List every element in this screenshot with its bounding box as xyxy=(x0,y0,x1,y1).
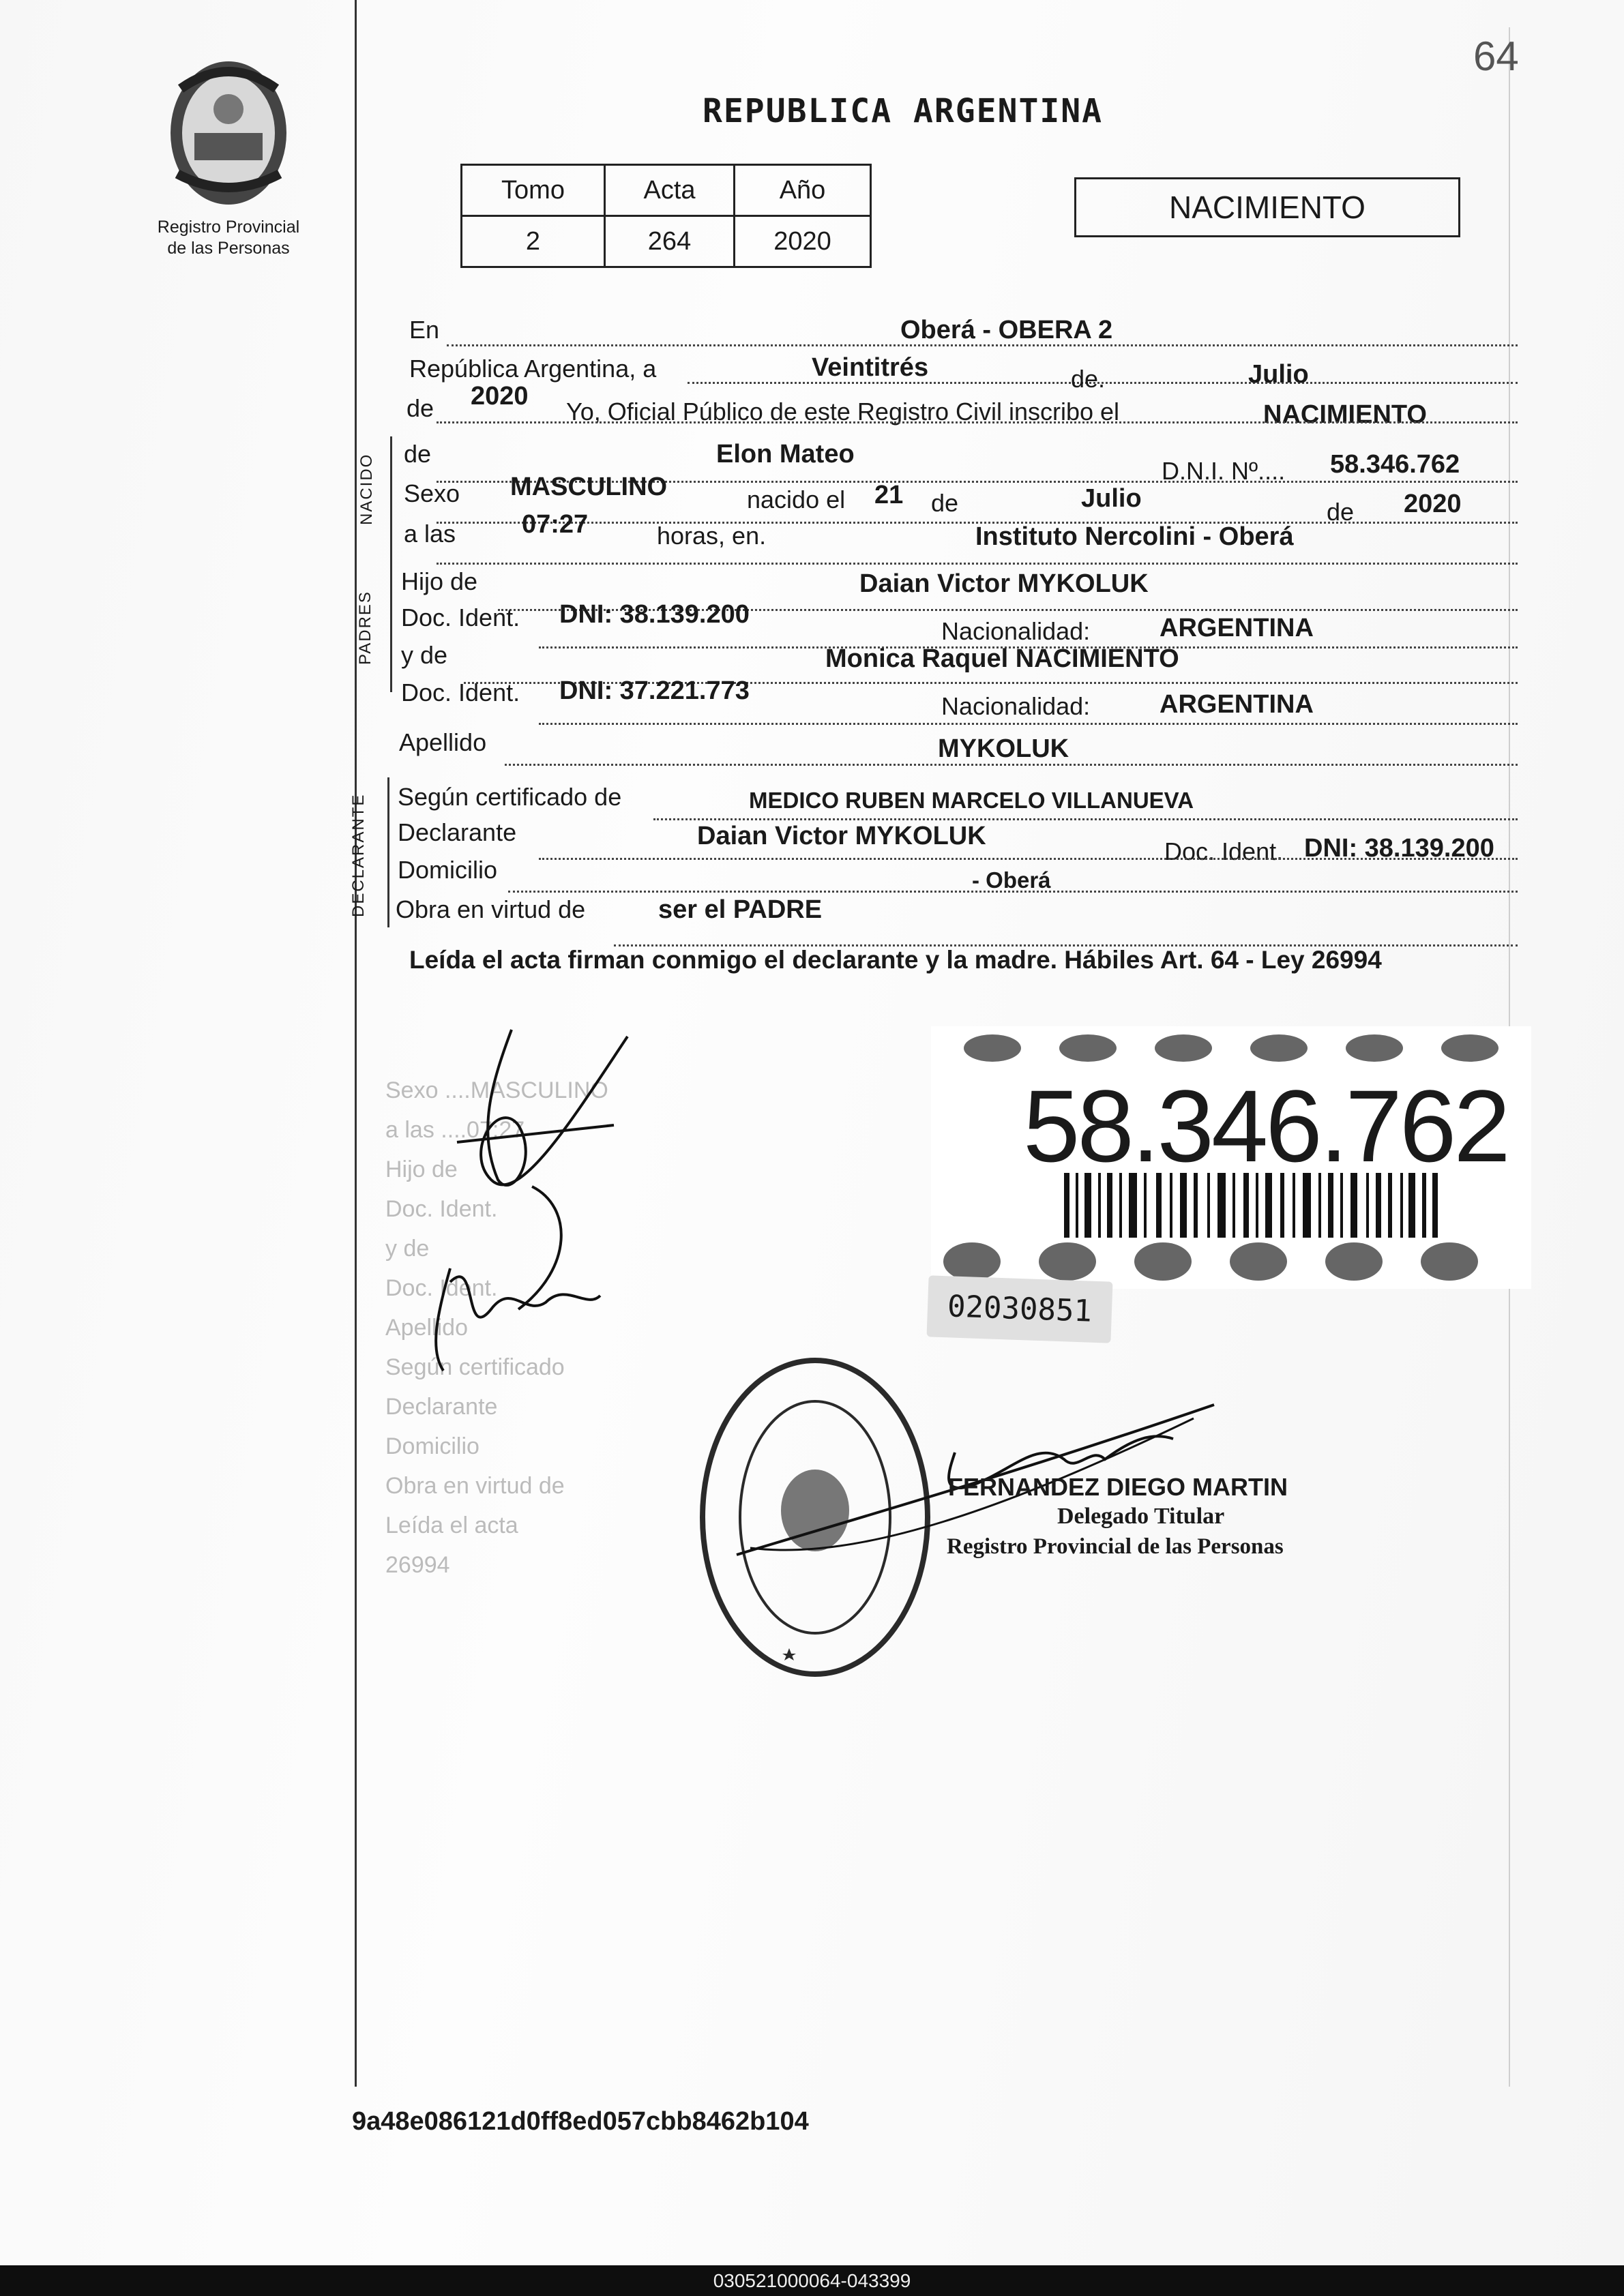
label-horas-en: horas, en. xyxy=(657,522,767,550)
label-de-end: de xyxy=(1327,498,1355,526)
dotted-line xyxy=(505,764,1518,766)
label-de: de. xyxy=(1071,365,1106,393)
serial-sticker: 02030851 xyxy=(927,1275,1113,1343)
ref-header-anio: Año xyxy=(735,165,871,216)
label-dni: D.N.I. Nº.... xyxy=(1162,457,1286,485)
dotted-line xyxy=(653,818,1518,820)
value-anio-nac: 2020 xyxy=(1404,490,1462,518)
side-label-nacido: NACIDO xyxy=(357,453,376,525)
label-hijo-de: Hijo de xyxy=(401,567,478,595)
value-sexo: MASCULINO xyxy=(510,473,668,501)
bleed-through-text: Sexo ....MASCULINO a las ....07:27 Hijo de Doc. Ident. y de Doc. Ident. Apellido Según certificado Declarante Domicilio Obra en virtud de Leída el acta 26994 xyxy=(385,1077,608,1578)
label-de-year: de xyxy=(407,394,434,422)
value-mes-nac: Julio xyxy=(1081,484,1142,513)
value-lugar: Oberá - OBERA 2 xyxy=(900,316,1113,344)
dotted-line xyxy=(437,563,1518,565)
declarante-bracket xyxy=(387,777,389,927)
value-dia-letras: Veintitrés xyxy=(812,353,929,382)
label-yo-oficial: Yo, Oficial Público de este Registro Civil inscribo el xyxy=(566,398,1120,426)
value-dni: 58.346.762 xyxy=(1330,450,1460,479)
issuer-line-1: Registro Provincial xyxy=(157,218,300,237)
value-declarante: Daian Victor MYKOLUK xyxy=(697,822,986,850)
label-de-name: de xyxy=(404,440,432,468)
label-apellido: Apellido xyxy=(399,728,487,756)
side-label-declarante: DECLARANTE xyxy=(349,793,368,917)
label-domicilio: Domicilio xyxy=(398,856,498,884)
label-republica: República Argentina, a xyxy=(409,355,657,383)
document-hash: 9a48e086121d0ff8ed057cbb8462b104 xyxy=(352,2107,809,2136)
label-obra-virtud: Obra en virtud de xyxy=(396,895,586,923)
label-nacionalidad-padre: Nacionalidad: xyxy=(941,617,1091,645)
closing-note: Leída el acta firman conmigo el declarante y la madre. Hábiles Art. 64 - Ley 26994 xyxy=(409,946,1382,974)
value-madre: Monica Raquel NACIMIENTO xyxy=(825,644,1179,673)
value-nombre: Elon Mateo xyxy=(716,440,855,468)
value-en-virtud: ser el PADRE xyxy=(658,895,823,924)
act-type-box: NACIMIENTO xyxy=(1074,177,1460,237)
dotted-line xyxy=(539,858,1518,860)
label-doc-ident-decl: Doc. Ident. xyxy=(1164,837,1284,865)
label-y-de: y de xyxy=(401,641,448,669)
footer-code: 030521000064-043399 xyxy=(713,2270,911,2291)
label-a-las: a las xyxy=(404,520,456,548)
label-segun-cert: Según certificado de xyxy=(398,783,622,811)
padres-bracket xyxy=(390,566,392,692)
signature-declarante-icon xyxy=(409,1023,641,1377)
value-declarante-doc: DNI: 38.139.200 xyxy=(1304,834,1494,863)
ref-header-acta: Acta xyxy=(605,165,735,216)
nacido-bracket xyxy=(390,436,392,566)
ref-header-tomo: Tomo xyxy=(462,165,605,216)
dotted-line xyxy=(437,421,1518,423)
value-dia-nac: 21 xyxy=(874,481,904,509)
page-title: REPUBLICA ARGENTINA xyxy=(703,92,1104,130)
value-madre-doc: DNI: 37.221.773 xyxy=(559,676,750,705)
page-number: 64 xyxy=(1473,33,1519,79)
value-certificado: MEDICO RUBEN MARCELO VILLANUEVA xyxy=(749,788,1194,813)
side-label-padres: PADRES xyxy=(356,591,374,665)
label-declarante: Declarante xyxy=(398,818,517,846)
value-padre-doc: DNI: 38.139.200 xyxy=(559,600,750,629)
dotted-line xyxy=(508,891,1518,893)
value-lugar-nac: Instituto Nercolini - Oberá xyxy=(975,522,1294,551)
barcode-number: 58.346.762 xyxy=(1023,1069,1508,1183)
label-sexo: Sexo xyxy=(404,479,460,507)
official-name: FERNANDEZ DIEGO MARTIN xyxy=(948,1473,1288,1501)
reference-table xyxy=(460,164,872,268)
value-padre-nac: ARGENTINA xyxy=(1160,614,1314,642)
label-doc-ident-padre: Doc. Ident. xyxy=(401,603,520,631)
value-mes: Julio xyxy=(1248,360,1309,389)
official-org: Registro Provincial de las Personas xyxy=(947,1534,1284,1559)
label-nacido-el: nacido el xyxy=(747,486,846,513)
label-de-mid: de xyxy=(931,489,959,517)
left-margin-line xyxy=(355,0,357,2087)
value-apellido: MYKOLUK xyxy=(938,734,1069,763)
value-tipo: NACIMIENTO xyxy=(1263,400,1427,429)
dotted-line xyxy=(539,723,1518,725)
label-doc-ident-madre: Doc. Ident. xyxy=(401,679,520,706)
issuer-line-2: de las Personas xyxy=(167,239,290,258)
issuer-label xyxy=(136,217,321,259)
label-en: En xyxy=(409,316,440,344)
value-hora: 07:27 xyxy=(522,510,589,539)
footer-code-bar xyxy=(0,2265,1624,2296)
label-nacionalidad-madre: Nacionalidad: xyxy=(941,692,1091,720)
ref-value-tomo: 2 xyxy=(462,216,605,267)
official-role: Delegado Titular xyxy=(1057,1504,1225,1529)
value-madre-nac: ARGENTINA xyxy=(1160,690,1314,719)
ref-value-anio: 2020 xyxy=(735,216,871,267)
value-anio: 2020 xyxy=(471,382,529,411)
ref-value-acta: 264 xyxy=(605,216,735,267)
value-domicilio: - Oberá xyxy=(972,867,1051,893)
misiones-seal-icon xyxy=(164,58,293,208)
value-padre: Daian Victor MYKOLUK xyxy=(859,569,1149,598)
